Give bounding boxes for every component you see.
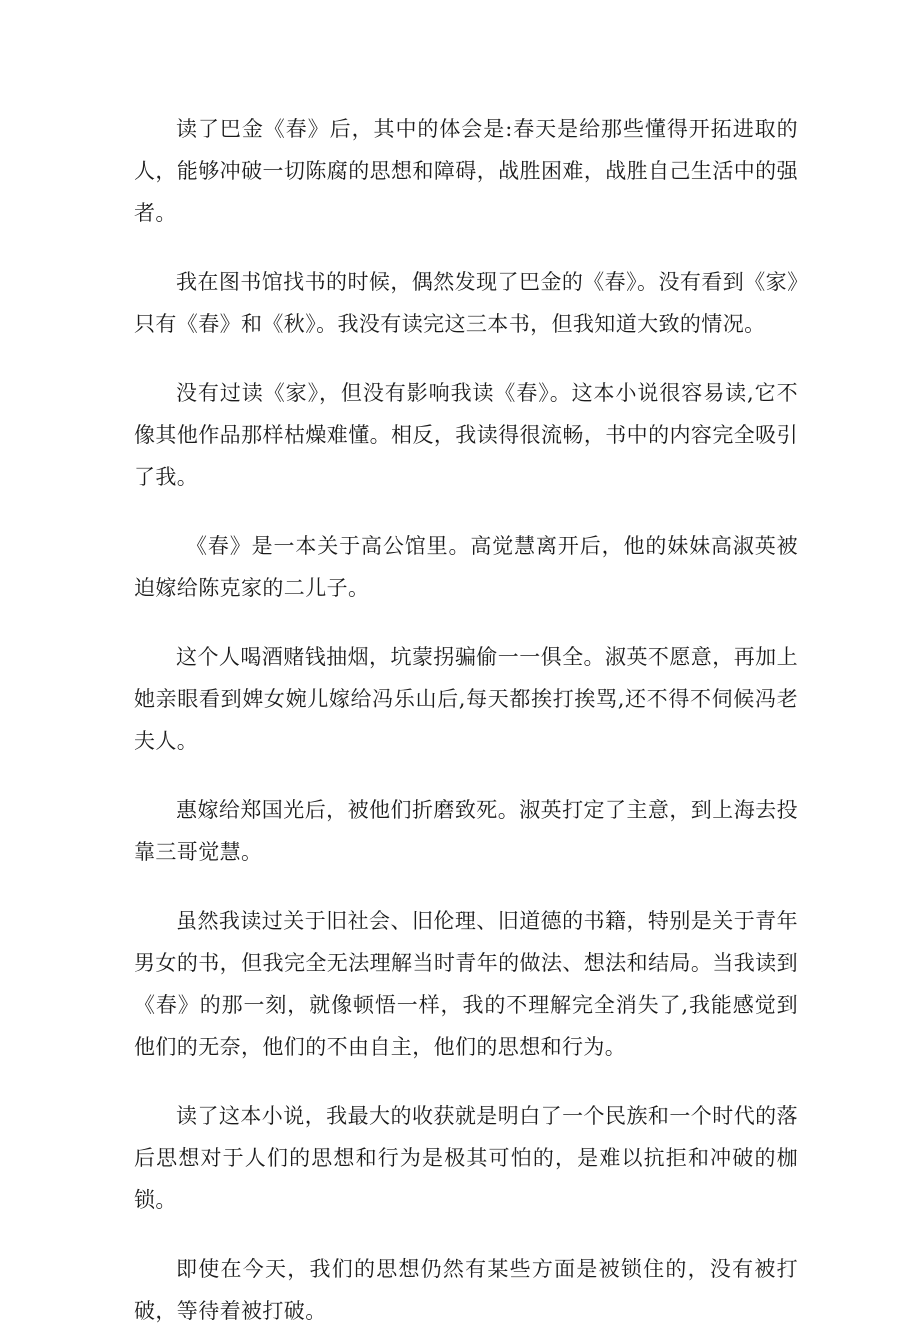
- paragraph-8: 读了这本小说，我最大的收获就是明白了一个民族和一个时代的落后思想对于人们的思想和行为是极其可怕的，是难以抗拒和冲破的枷锁。: [134, 1104, 798, 1212]
- paragraph-2: 我在图书馆找书的时候，偶然发现了巴金的《春》。没有看到《家》只有《春》和《秋》。我没有读完这三本书，但我知道大致的情况。: [134, 270, 798, 336]
- paragraph-6: 惠嫁给郑国光后，被他们折磨致死。淑英打定了主意，到上海去投靠三哥觉慧。: [134, 798, 798, 864]
- paragraph-3: 没有过读《家》，但没有影响我读《春》。这本小说很容易读,它不像其他作品那样枯燥难懂。相反，我读得很流畅，书中的内容完全吸引了我。: [134, 381, 798, 489]
- paragraph-5: 这个人喝酒赌钱抽烟，坑蒙拐骗偷一一俱全。淑英不愿意，再加上她亲眼看到婢女婉儿嫁给冯乐山后,每天都挨打挨骂,还不得不伺候冯老夫人。: [134, 645, 798, 753]
- paragraph-7: 虽然我读过关于旧社会、旧伦理、旧道德的书籍，特别是关于青年男女的书，但我完全无法理解当时青年的做法、想法和结局。当我读到《春》的那一刻，就像顿悟一样，我的不理解完全消失了,我能感觉到他们的无奈，他们的不由自主，他们的思想和行为。: [134, 909, 798, 1059]
- article-body: [134, 108, 798, 1332]
- paragraph-9: 即使在今天，我们的思想仍然有某些方面是被锁住的，没有被打破，等待着被打破。: [134, 1257, 798, 1323]
- paragraph-1: 读了巴金《春》后，其中的体会是:春天是给那些懂得开拓进取的人，能够冲破一切陈腐的思想和障碍，战胜困难，战胜自己生活中的强者。: [134, 117, 798, 225]
- paragraph-4: 《春》是一本关于高公馆里。高觉慧离开后，他的妹妹高淑英被迫嫁给陈克家的二儿子。: [134, 534, 798, 600]
